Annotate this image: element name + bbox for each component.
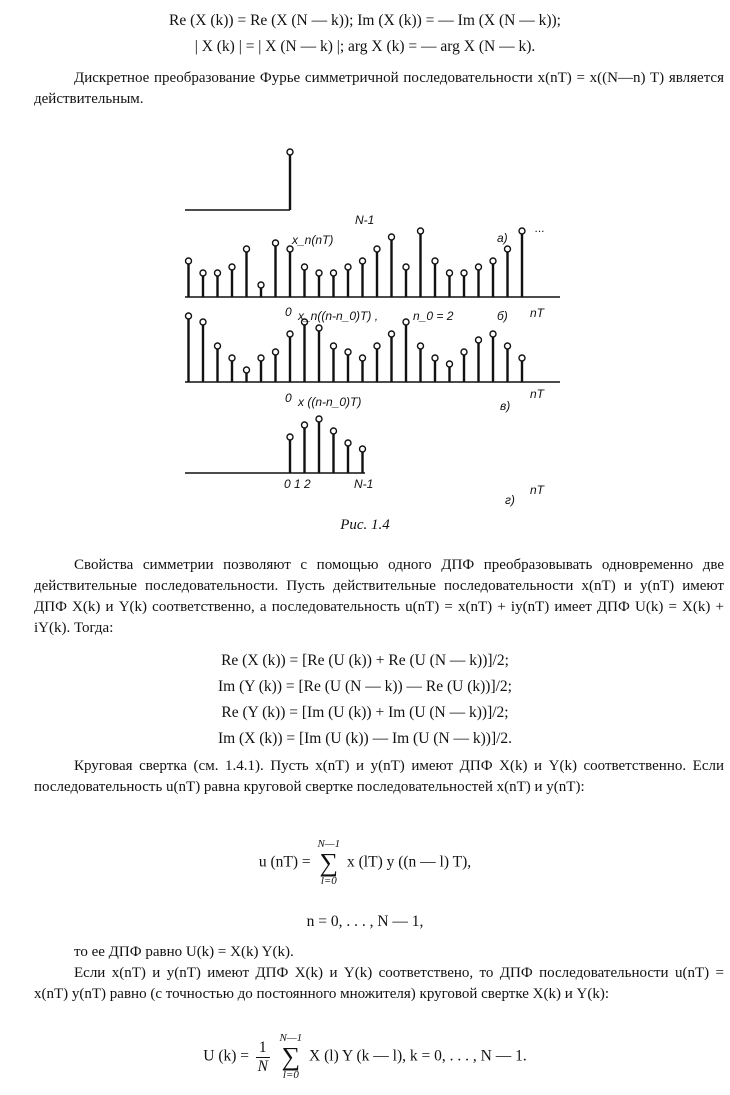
label-b-signal: x_n((n-n_0)T) , xyxy=(298,309,379,323)
convolution-range: n = 0, . . . , N — 1, xyxy=(306,913,424,930)
stem-marker-0-3 xyxy=(215,270,221,276)
label-a-tag: а) xyxy=(497,231,508,245)
convolution-sum-bottom: l=0 xyxy=(320,875,337,887)
symmetry-equation-2: | X (k) | = | X (N — k) |; arg X (k) = — arg X (N — k). xyxy=(194,38,536,55)
final-sum xyxy=(280,1032,303,1082)
stem-marker-1-26 xyxy=(519,355,525,361)
stem-marker-0-13 xyxy=(360,258,366,264)
stem-marker-2-4 xyxy=(345,440,351,446)
paragraph-product-sequence: Если x(nT) и y(nT) имеют ДПФ X(k) и Y(k) соответствено, то ДПФ последовательности u(nT) = x(nT) y(nT) равно (с точностью до постоянного множителя) круговой свертке X(k) и Y(k): xyxy=(34,965,724,1002)
stem-marker-0-19 xyxy=(447,270,453,276)
figure-caption: Рис. 1.4 xyxy=(340,517,390,533)
paragraph-circular-convolution: Круговая свертка (см. 1.4.1). Пусть x(nT) и y(nT) имеют ДПФ X(k) и Y(k) соответственно. Если последовательность u(nT) равна круговой свертке последовательностей x(nT) и y(nT): xyxy=(34,758,724,795)
stem-marker-2-2 xyxy=(316,416,322,422)
convolution-formula xyxy=(0,838,730,888)
label-d-ticks: 0 1 2 xyxy=(284,477,311,491)
label-d-nT: nT xyxy=(530,483,545,497)
stem-marker-0-10 xyxy=(316,270,322,276)
final-formula xyxy=(0,1032,730,1082)
stem-marker-1-23 xyxy=(476,337,482,343)
stem-marker-0-15 xyxy=(389,234,395,240)
stem-marker-1-15 xyxy=(360,355,366,361)
stem-marker-1-21 xyxy=(447,361,453,367)
paragraph-symmetric-dft: Дискретное преобразование Фурье симметричной последовательности x(nT) = x((N—n) T) является действительным. xyxy=(34,70,724,107)
stem-marker-1-25 xyxy=(505,343,511,349)
stem-marker-1-16 xyxy=(374,343,380,349)
equation-re-x: Re (X (k)) = [Re (U (k)) + Re (U (N — k))]/2; xyxy=(221,652,509,669)
label-nT-a: nT xyxy=(530,306,545,320)
stem-marker-0-6 xyxy=(258,282,264,288)
final-rhs: X (l) Y (k — l), k = 0, . . . , N — 1. xyxy=(309,1047,527,1065)
stem-marker-0-22 xyxy=(490,258,496,264)
label-c-signal: x ((n-n_0)T) xyxy=(298,395,362,409)
equation-im-x: Im (X (k)) = [Im (U (k)) — Im (U (N — k))]/2. xyxy=(217,730,513,747)
stem-marker-0-16 xyxy=(403,264,409,270)
label-a-dots: ... xyxy=(535,221,546,235)
convolution-sum-top: N—1 xyxy=(317,838,341,850)
equation-im-y: Im (Y (k)) = [Re (U (N — k)) — Re (U (k))]/2; xyxy=(218,678,512,695)
label-b-tag: б) xyxy=(497,309,508,323)
stem-marker-0-21 xyxy=(476,264,482,270)
stem-marker-0-12 xyxy=(345,264,351,270)
stem-marker-0-7 xyxy=(273,240,279,246)
stem-marker-1-6 xyxy=(229,355,235,361)
sum-sign: ∑ xyxy=(319,848,339,877)
stem-marker-1-9 xyxy=(273,349,279,355)
sum-sign: ∑ xyxy=(281,1042,301,1071)
paragraph-two-real-sequences: Свойства симметрии позволяют с помощью одного ДПФ преобразовывать одновременно две действительные последовательности. Пусть действительные последовательности x(nT) и y(nT) имеют ДПФ X(k) и Y(k) соответственно, а последовательность u(nT) = x(nT) + iy(nT) имеет ДПФ U(k) = X(k) + iY(k). Тогда: xyxy=(34,557,724,636)
label-d-tag: г) xyxy=(505,493,515,507)
stem-marker-2-3 xyxy=(331,428,337,434)
label-c-tag: в) xyxy=(500,399,511,413)
stem-marker-0-17 xyxy=(418,228,424,234)
stem-marker-2-0 xyxy=(287,434,293,440)
label-n-minus-1-bottom: N-1 xyxy=(354,477,374,491)
stem-marker-1-5 xyxy=(215,343,221,349)
convolution-lhs: u (nT) = xyxy=(258,853,311,871)
equation-re-y: Re (Y (k)) = [Im (U (k)) + Im (U (N — k))]/2; xyxy=(221,704,509,721)
stem-marker-0-2 xyxy=(200,270,206,276)
convolution-sum xyxy=(318,838,341,888)
stem-marker-2-1 xyxy=(302,422,308,428)
convolution-rhs: x (lT) y ((n — l) T), xyxy=(347,853,472,871)
final-lhs: U (k) = xyxy=(203,1047,250,1065)
stem-marker-0-1 xyxy=(186,258,192,264)
label-zero-b: 0 xyxy=(285,391,292,405)
stem-marker-1-3 xyxy=(186,313,192,319)
stem-marker-1-17 xyxy=(389,331,395,337)
impulse-marker xyxy=(287,149,293,155)
label-zero-a: 0 xyxy=(285,305,292,319)
fraction-denominator: N xyxy=(257,1057,268,1075)
stem-marker-1-8 xyxy=(258,355,264,361)
final-sum-top: N—1 xyxy=(279,1032,303,1044)
final-sum-bottom: l=0 xyxy=(282,1069,299,1081)
stem-marker-1-24 xyxy=(490,331,496,337)
stem-marker-1-14 xyxy=(345,349,351,355)
stem-marker-1-22 xyxy=(461,349,467,355)
symmetry-equation-1: Re (X (k)) = Re (X (N — k)); Im (X (k)) = — Im (X (N — k)); xyxy=(169,12,561,29)
figure-1-4 xyxy=(0,140,730,525)
stem-marker-0-18 xyxy=(432,258,438,264)
stem-marker-0-20 xyxy=(461,270,467,276)
stem-marker-2-5 xyxy=(360,446,366,452)
stem-marker-1-18 xyxy=(403,319,409,325)
paragraph-dft-product: то ее ДПФ равно U(k) = X(k) Y(k). xyxy=(74,944,294,960)
stem-marker-1-10 xyxy=(287,331,293,337)
stem-marker-0-5 xyxy=(244,246,250,252)
stem-marker-1-19 xyxy=(418,343,424,349)
stem-marker-1-20 xyxy=(432,355,438,361)
stem-marker-0-23 xyxy=(505,246,511,252)
fraction-1-over-n xyxy=(256,1039,270,1076)
stem-marker-1-7 xyxy=(244,367,250,373)
label-a-signal: x_n(nT) xyxy=(292,233,334,247)
stem-marker-1-13 xyxy=(331,343,337,349)
stem-marker-0-4 xyxy=(229,264,235,270)
fraction-numerator: 1 xyxy=(256,1039,270,1058)
stem-marker-0-11 xyxy=(331,270,337,276)
label-nT-b: nT xyxy=(530,387,545,401)
label-n-minus-1-top: N-1 xyxy=(355,213,375,227)
label-b-n0: n_0 = 2 xyxy=(413,309,454,323)
stem-marker-1-4 xyxy=(200,319,206,325)
stem-marker-1-12 xyxy=(316,325,322,331)
stem-marker-0-9 xyxy=(302,264,308,270)
stem-marker-0-14 xyxy=(374,246,380,252)
stem-marker-0-24 xyxy=(519,228,525,234)
